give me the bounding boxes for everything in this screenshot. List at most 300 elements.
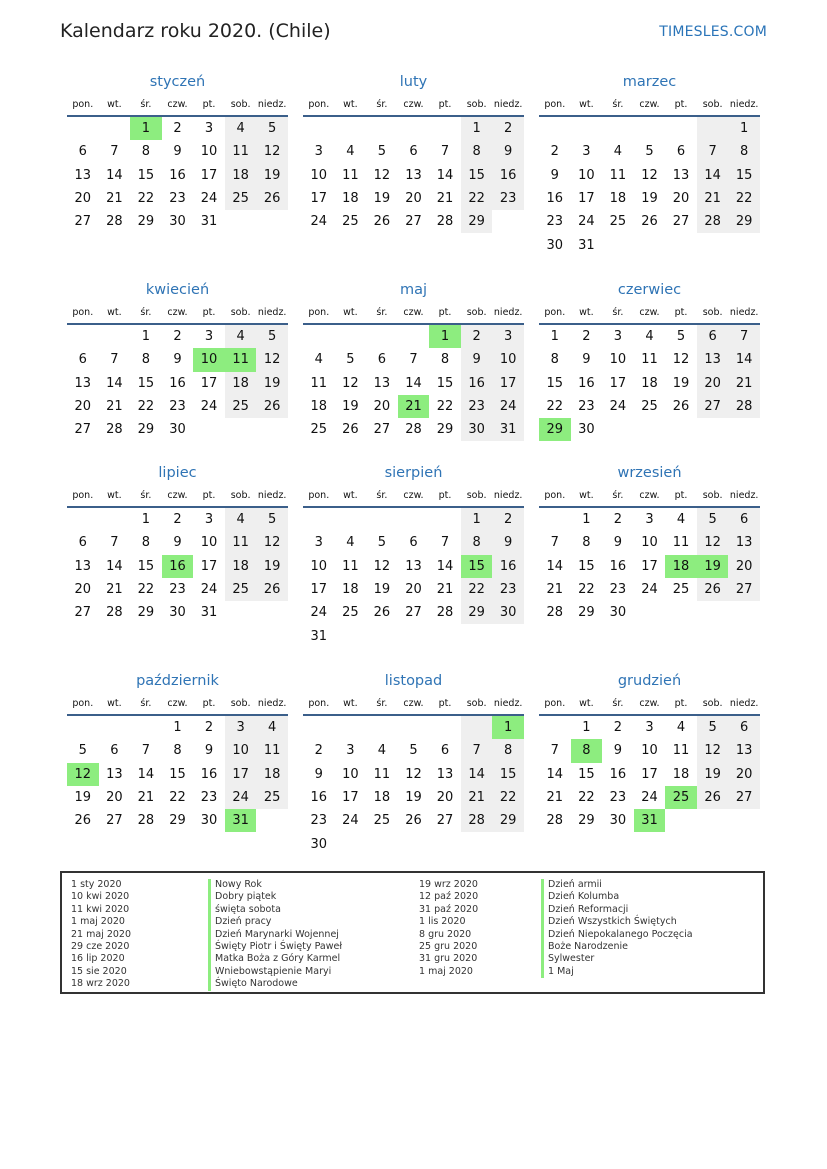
empty-cell — [461, 715, 493, 739]
day-cell: 27 — [672, 214, 690, 230]
day-cell: 14 — [106, 167, 123, 183]
legend-dates-right — [419, 879, 478, 978]
day-cell: 15 — [461, 555, 493, 578]
day-cell: 9 — [582, 352, 591, 368]
weekday-header: śr. — [366, 486, 398, 507]
empty-cell — [67, 715, 99, 739]
day-cell: 24 — [342, 813, 359, 829]
day-cell: 10 — [310, 167, 328, 183]
day-cell: 30 — [609, 605, 627, 621]
weekday-header: czw. — [634, 694, 666, 715]
day-cell: 15 — [137, 375, 155, 391]
day-cell: 25 — [665, 786, 697, 809]
day-cell: 29 — [436, 422, 454, 438]
day-cell: 2 — [173, 121, 182, 137]
day-cell: 3 — [314, 535, 323, 551]
empty-cell — [67, 507, 99, 531]
day-cell: 28 — [461, 809, 493, 832]
weekday-header: czw. — [162, 303, 194, 324]
day-cell: 21 — [546, 582, 564, 598]
legend-holiday-name: Święty Piotr i Święty Paweł — [208, 941, 342, 953]
day-cell: 16 — [310, 790, 328, 806]
day-cell: 17 — [310, 582, 328, 598]
day-cell: 9 — [613, 743, 623, 759]
weekday-header: wt. — [99, 486, 131, 507]
day-cell: 15 — [436, 375, 454, 391]
day-cell: 11 — [342, 167, 359, 183]
day-cell: 24 — [310, 214, 328, 230]
day-cell: 10 — [342, 766, 359, 782]
day-cell: 17 — [492, 372, 524, 395]
month-name: lipiec — [158, 465, 197, 481]
day-cell: 14 — [546, 558, 564, 574]
day-cell: 6 — [78, 352, 87, 368]
day-cell: 24 — [310, 605, 328, 621]
weekday-header: sob. — [225, 694, 257, 715]
empty-cell — [634, 418, 666, 441]
day-cell: 27 — [728, 578, 760, 601]
day-cell: 23 — [461, 395, 493, 418]
weekday-header: śr. — [366, 95, 398, 116]
month-block — [67, 72, 288, 233]
day-cell: 1 — [582, 720, 591, 736]
day-cell: 4 — [613, 144, 623, 160]
empty-cell — [539, 715, 571, 739]
day-cell: 15 — [461, 164, 493, 187]
empty-cell — [461, 832, 493, 855]
weekday-header: sob. — [697, 694, 729, 715]
day-cell: 5 — [256, 116, 288, 140]
day-cell: 28 — [436, 605, 454, 621]
month-name: sierpień — [384, 465, 443, 481]
day-cell: 5 — [645, 144, 654, 160]
day-cell: 30 — [461, 418, 493, 441]
weekday-header: wt. — [335, 694, 367, 715]
day-cell: 18 — [665, 555, 697, 578]
day-cell: 16 — [546, 191, 564, 207]
weekday-header: pon. — [539, 694, 571, 715]
day-cell: 27 — [728, 786, 760, 809]
day-cell: 17 — [578, 191, 595, 207]
weekday-header: pon. — [303, 694, 335, 715]
day-cell: 1 — [492, 715, 524, 739]
day-cell: 17 — [200, 167, 218, 183]
day-cell: 18 — [342, 191, 359, 207]
day-cell: 19 — [256, 372, 288, 395]
empty-cell — [398, 507, 430, 531]
empty-cell — [665, 418, 697, 441]
day-cell: 7 — [141, 743, 151, 759]
day-cell: 25 — [256, 786, 288, 809]
day-cell: 7 — [461, 739, 493, 762]
day-cell: 4 — [346, 535, 355, 551]
day-cell: 8 — [571, 739, 603, 762]
legend-date: 12 paź 2020 — [419, 891, 479, 903]
day-cell: 11 — [225, 531, 257, 554]
day-cell: 14 — [461, 763, 493, 786]
day-cell: 21 — [436, 191, 454, 207]
day-cell: 12 — [405, 766, 422, 782]
legend-holiday-name: Wniebowstąpienie Maryi — [208, 966, 342, 978]
day-cell: 30 — [492, 601, 524, 624]
day-cell: 11 — [672, 743, 690, 759]
day-cell: 11 — [672, 535, 690, 551]
day-cell: 13 — [373, 375, 391, 391]
day-cell: 18 — [225, 372, 257, 395]
weekday-header: niedz. — [492, 694, 524, 715]
day-cell: 24 — [578, 214, 595, 230]
day-cell: 8 — [141, 144, 151, 160]
day-cell: 2 — [613, 512, 623, 528]
day-cell: 28 — [546, 605, 564, 621]
day-cell: 6 — [78, 535, 87, 551]
legend-holiday-name: Dzień Niepokalanego Poczęcia — [541, 929, 693, 941]
day-cell: 11 — [310, 375, 328, 391]
day-cell: 27 — [405, 605, 422, 621]
empty-cell — [665, 233, 697, 256]
weekday-header: pt. — [193, 694, 225, 715]
day-cell: 21 — [546, 790, 564, 806]
weekday-header: pt. — [193, 95, 225, 116]
weekday-header: śr. — [366, 694, 398, 715]
day-cell: 18 — [342, 582, 359, 598]
month-name: kwiecień — [145, 282, 210, 298]
day-cell: 17 — [641, 558, 658, 574]
weekday-header: śr. — [602, 694, 634, 715]
legend-holiday-name: Dzień armii — [541, 879, 693, 891]
weekday-header: pon. — [67, 486, 99, 507]
day-cell: 3 — [204, 512, 214, 528]
day-cell: 23 — [169, 582, 186, 598]
day-cell: 26 — [373, 605, 391, 621]
weekday-header: śr. — [602, 95, 634, 116]
day-cell: 8 — [173, 743, 182, 759]
legend-names-right — [541, 879, 693, 978]
legend-dates-left — [71, 879, 131, 991]
day-cell: 4 — [676, 512, 686, 528]
day-cell: 11 — [225, 140, 257, 163]
empty-cell — [492, 210, 524, 233]
weekday-header: sob. — [697, 95, 729, 116]
day-cell: 19 — [373, 191, 391, 207]
weekday-header: śr. — [130, 95, 162, 116]
day-cell: 18 — [225, 164, 257, 187]
weekday-header: wt. — [99, 694, 131, 715]
month-name: listopad — [384, 673, 443, 689]
day-cell: 7 — [550, 535, 559, 551]
day-cell: 3 — [645, 512, 654, 528]
empty-cell — [429, 715, 461, 739]
day-cell: 2 — [204, 720, 214, 736]
empty-cell — [539, 116, 571, 140]
weekday-header: śr. — [602, 303, 634, 324]
day-cell: 4 — [225, 324, 257, 348]
weekday-header: niedz. — [492, 95, 524, 116]
day-cell: 21 — [106, 399, 123, 415]
day-cell: 9 — [204, 743, 214, 759]
weekday-header: pon. — [539, 95, 571, 116]
weekday-header: wt. — [571, 486, 603, 507]
day-cell: 19 — [672, 375, 690, 391]
legend-date: 8 gru 2020 — [419, 928, 472, 940]
empty-cell — [366, 715, 398, 739]
day-cell: 25 — [225, 187, 257, 210]
day-cell: 8 — [440, 352, 450, 368]
day-cell: 10 — [310, 558, 328, 574]
day-cell: 5 — [256, 507, 288, 531]
weekday-header: niedz. — [728, 303, 760, 324]
day-cell: 7 — [728, 324, 760, 348]
day-cell: 12 — [373, 167, 391, 183]
day-cell: 5 — [78, 743, 87, 759]
day-cell: 27 — [697, 395, 729, 418]
day-cell: 21 — [106, 191, 123, 207]
day-cell: 11 — [609, 167, 627, 183]
empty-cell — [398, 624, 430, 647]
day-cell: 5 — [377, 535, 387, 551]
weekday-header: pt. — [429, 303, 461, 324]
day-cell: 26 — [256, 578, 288, 601]
day-cell: 26 — [672, 399, 690, 415]
day-cell: 9 — [173, 144, 182, 160]
day-cell: 22 — [461, 187, 493, 210]
month-block — [67, 280, 288, 441]
day-cell: 26 — [697, 578, 729, 601]
empty-cell — [366, 116, 398, 140]
day-cell: 19 — [405, 790, 422, 806]
day-cell: 26 — [697, 786, 729, 809]
month-name: maj — [399, 282, 428, 298]
weekday-header: wt. — [99, 95, 131, 116]
day-cell: 11 — [342, 558, 359, 574]
weekday-header: niedz. — [728, 694, 760, 715]
day-cell: 11 — [373, 766, 391, 782]
day-cell: 28 — [546, 813, 564, 829]
day-cell: 13 — [405, 558, 422, 574]
legend-holiday-name: Dobry piątek — [208, 891, 342, 903]
day-cell: 9 — [492, 140, 524, 163]
day-cell: 1 — [173, 720, 182, 736]
day-cell: 23 — [492, 187, 524, 210]
day-cell: 21 — [398, 395, 430, 418]
day-cell: 25 — [225, 578, 257, 601]
day-cell: 20 — [697, 372, 729, 395]
day-cell: 22 — [578, 790, 595, 806]
day-cell: 13 — [672, 167, 690, 183]
day-cell: 22 — [169, 790, 186, 806]
day-cell: 1 — [130, 116, 162, 140]
empty-cell — [366, 324, 398, 348]
legend-holiday-name: Dzień Marynarki Wojennej — [208, 929, 342, 941]
day-cell: 2 — [173, 512, 182, 528]
legend-holiday-name: święta sobota — [208, 904, 342, 916]
month-name: wrzesień — [617, 465, 682, 481]
empty-cell — [335, 507, 367, 531]
day-cell: 12 — [256, 531, 288, 554]
day-cell: 25 — [225, 395, 257, 418]
day-cell: 27 — [106, 813, 123, 829]
day-cell: 21 — [137, 790, 155, 806]
empty-cell — [697, 809, 729, 832]
month-grid — [67, 486, 288, 624]
day-cell: 13 — [106, 766, 123, 782]
day-cell: 22 — [461, 578, 493, 601]
empty-cell — [697, 116, 729, 140]
day-cell: 25 — [373, 813, 391, 829]
day-cell: 20 — [728, 555, 760, 578]
day-cell: 14 — [728, 348, 760, 371]
day-cell: 14 — [106, 558, 123, 574]
day-cell: 3 — [346, 743, 355, 759]
day-cell: 13 — [728, 739, 760, 762]
month-grid — [539, 95, 760, 257]
weekday-header: śr. — [366, 303, 398, 324]
day-cell: 8 — [141, 535, 151, 551]
day-cell: 8 — [582, 535, 591, 551]
weekday-header: śr. — [130, 303, 162, 324]
day-cell: 6 — [409, 535, 418, 551]
weekday-header: czw. — [162, 95, 194, 116]
day-cell: 26 — [256, 187, 288, 210]
day-cell: 22 — [137, 399, 155, 415]
weekday-header: pt. — [193, 303, 225, 324]
day-cell: 28 — [436, 214, 454, 230]
legend-date: 1 maj 2020 — [419, 965, 473, 977]
weekday-header: sob. — [697, 303, 729, 324]
day-cell: 31 — [200, 605, 218, 621]
day-cell: 4 — [314, 352, 323, 368]
day-cell: 4 — [225, 507, 257, 531]
weekday-header: niedz. — [256, 303, 288, 324]
day-cell: 18 — [641, 375, 658, 391]
day-cell: 18 — [225, 555, 257, 578]
empty-cell — [335, 715, 367, 739]
empty-cell — [366, 507, 398, 531]
weekday-header: wt. — [99, 303, 131, 324]
day-cell: 8 — [728, 140, 760, 163]
day-cell: 3 — [204, 329, 214, 345]
day-cell: 23 — [169, 191, 186, 207]
day-cell: 5 — [377, 144, 387, 160]
day-cell: 6 — [110, 743, 119, 759]
day-cell: 21 — [697, 187, 729, 210]
day-cell: 16 — [461, 372, 493, 395]
day-cell: 29 — [539, 418, 571, 441]
day-cell: 1 — [728, 116, 760, 140]
day-cell: 16 — [162, 555, 194, 578]
day-cell: 29 — [492, 809, 524, 832]
site-link[interactable]: TIMESLES.COM — [659, 24, 767, 40]
day-cell: 13 — [74, 558, 92, 574]
day-cell: 31 — [200, 214, 218, 230]
empty-cell — [256, 809, 288, 832]
day-cell: 1 — [141, 512, 151, 528]
day-cell: 23 — [578, 399, 595, 415]
day-cell: 5 — [409, 743, 418, 759]
day-cell: 19 — [256, 164, 288, 187]
weekday-header: niedz. — [256, 95, 288, 116]
day-cell: 29 — [461, 601, 493, 624]
empty-cell — [602, 233, 634, 256]
day-cell: 13 — [74, 167, 92, 183]
day-cell: 3 — [492, 324, 524, 348]
day-cell: 12 — [67, 763, 99, 786]
weekday-header: czw. — [634, 303, 666, 324]
weekday-header: pt. — [193, 486, 225, 507]
legend-holiday-name: Dzień Reformacji — [541, 904, 693, 916]
day-cell: 24 — [225, 786, 257, 809]
day-cell: 19 — [373, 582, 391, 598]
day-cell: 2 — [461, 324, 493, 348]
day-cell: 12 — [256, 348, 288, 371]
day-cell: 2 — [314, 743, 323, 759]
day-cell: 15 — [137, 167, 155, 183]
day-cell: 23 — [169, 399, 186, 415]
day-cell: 30 — [200, 813, 218, 829]
day-cell: 23 — [200, 790, 218, 806]
day-cell: 6 — [440, 743, 450, 759]
day-cell: 17 — [342, 790, 359, 806]
weekday-header: sob. — [225, 303, 257, 324]
legend-holiday-name: Boże Narodzenie — [541, 941, 693, 953]
day-cell: 4 — [645, 329, 654, 345]
legend-date: 18 wrz 2020 — [71, 978, 130, 990]
day-cell: 14 — [137, 766, 155, 782]
weekday-header: czw. — [398, 95, 430, 116]
empty-cell — [461, 624, 493, 647]
day-cell: 7 — [697, 140, 729, 163]
day-cell: 24 — [609, 399, 627, 415]
weekday-header: wt. — [335, 95, 367, 116]
day-cell: 16 — [169, 167, 186, 183]
day-cell: 19 — [74, 790, 92, 806]
month-grid — [539, 303, 760, 441]
day-cell: 15 — [578, 766, 595, 782]
day-cell: 6 — [728, 507, 760, 531]
day-cell: 24 — [200, 399, 218, 415]
day-cell: 29 — [461, 210, 493, 233]
legend-date: 11 kwi 2020 — [71, 903, 130, 915]
day-cell: 8 — [141, 352, 151, 368]
day-cell: 31 — [225, 809, 257, 832]
day-cell: 23 — [609, 582, 627, 598]
day-cell: 9 — [314, 766, 323, 782]
day-cell: 24 — [200, 191, 218, 207]
weekday-header: pon. — [539, 303, 571, 324]
legend-date: 1 sty 2020 — [71, 879, 122, 890]
weekday-header: sob. — [461, 303, 493, 324]
empty-cell — [429, 624, 461, 647]
weekday-header: wt. — [335, 486, 367, 507]
day-cell: 13 — [697, 348, 729, 371]
month-grid — [303, 694, 524, 856]
month-block — [539, 671, 760, 832]
month-name: marzec — [622, 74, 677, 90]
day-cell: 21 — [461, 786, 493, 809]
weekday-header: niedz. — [256, 486, 288, 507]
day-cell: 28 — [697, 210, 729, 233]
month-block — [303, 671, 524, 856]
empty-cell — [697, 601, 729, 624]
day-cell: 31 — [634, 809, 666, 832]
day-cell: 1 — [550, 329, 559, 345]
day-cell: 25 — [342, 605, 359, 621]
day-cell: 15 — [728, 164, 760, 187]
day-cell: 5 — [346, 352, 355, 368]
weekday-header: czw. — [398, 486, 430, 507]
day-cell: 7 — [110, 535, 119, 551]
day-cell: 21 — [106, 582, 123, 598]
